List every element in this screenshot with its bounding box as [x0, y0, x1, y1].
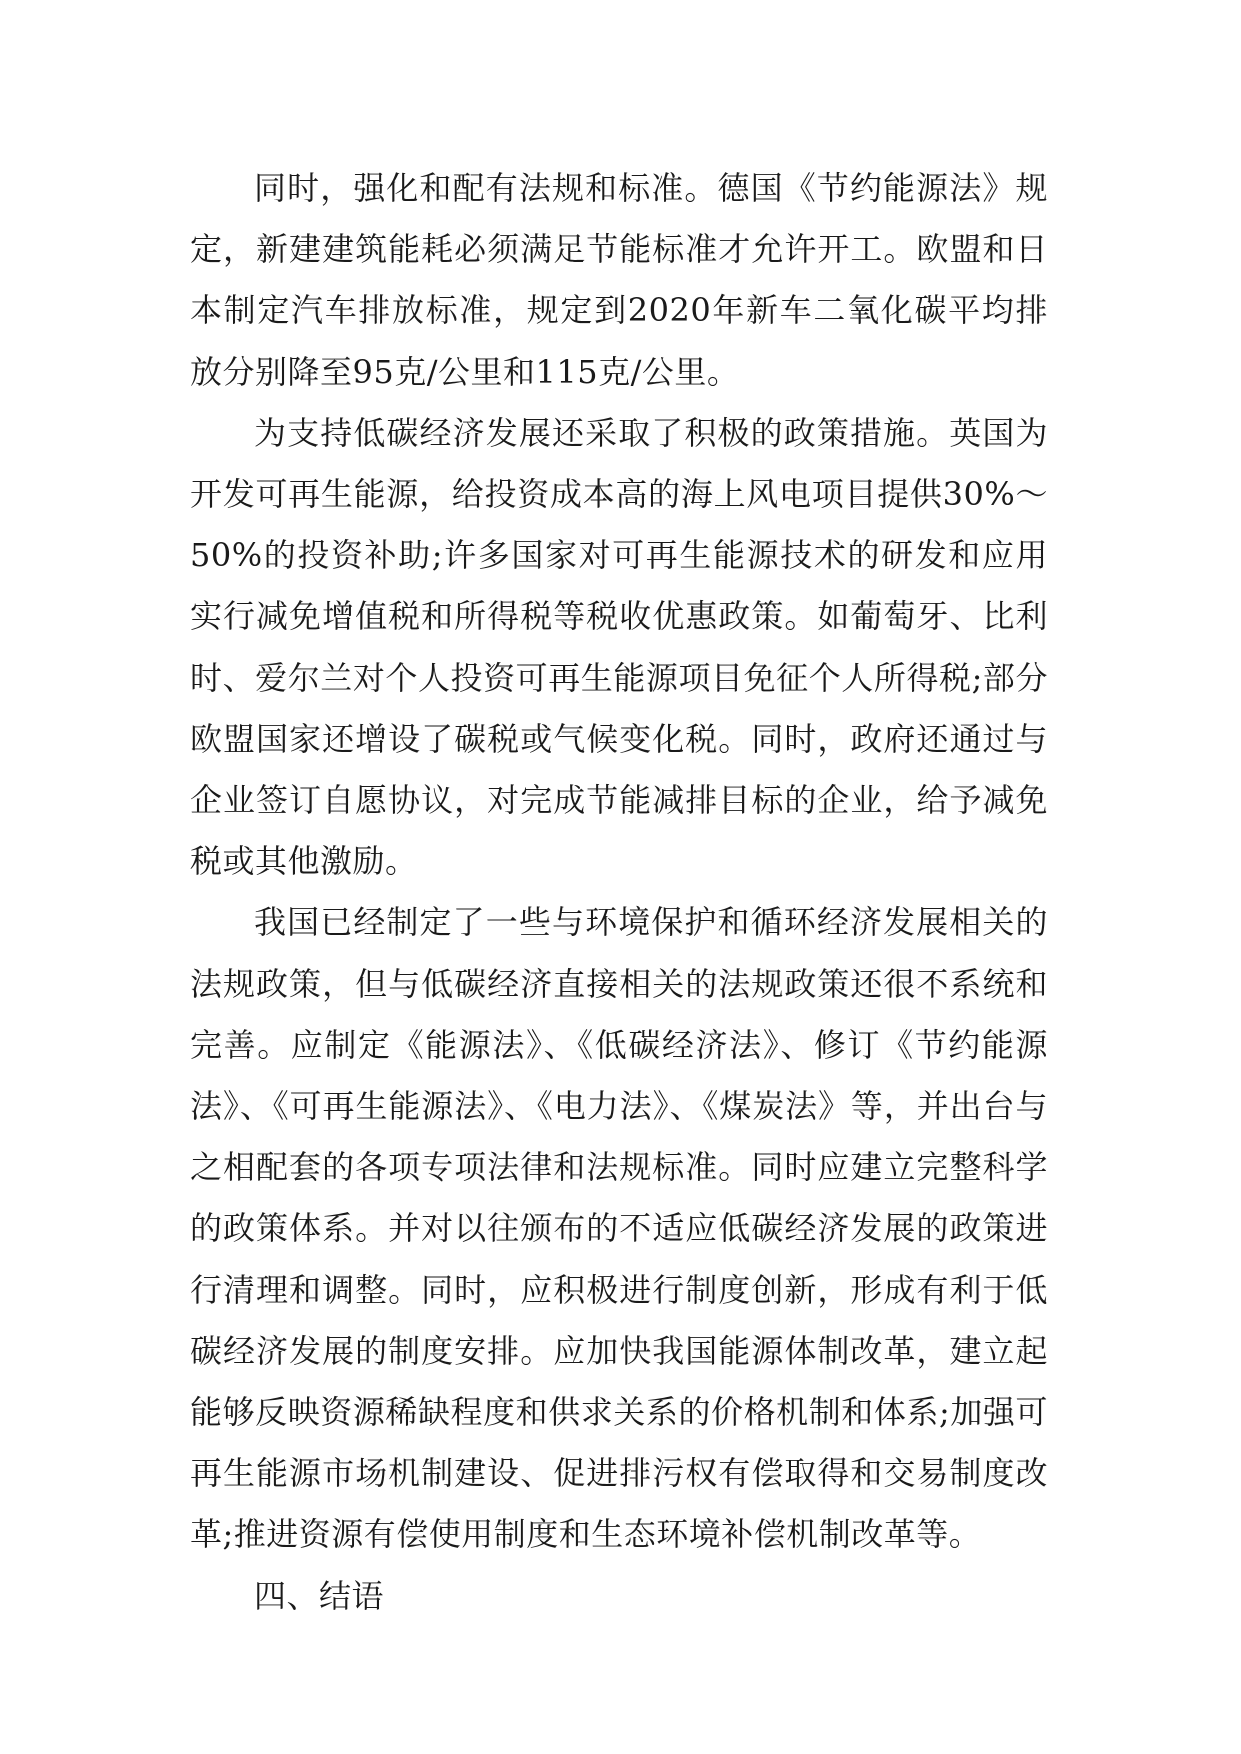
- section-heading-conclusion: 四、结语: [254, 1576, 385, 1615]
- document-body: [190, 158, 1048, 1627]
- paragraph-china-policy: 我国已经制定了一些与环境保护和循环经济发展相关的法规政策，但与低碳经济直接相关的法规政策还很不系统和完善。应制定《能源法》、《低碳经济法》、修订《节约能源法》、《可再生能源法》、《电力法》、《煤炭法》等，并出台与之相配套的各项专项法律和法规标准。同时应建立完整科学的政策体系。并对以往颁布的不适应低碳经济发展的政策进行清理和调整。同时，应积极进行制度创新，形成有利于低碳经济发展的制度安排。应加快我国能源体制改革，建立起能够反映资源稀缺程度和供求关系的价格机制和体系;加强可再生能源市场机制建设、促进排污权有偿取得和交易制度改革;推进资源有偿使用制度和生态环境补偿机制改革等。: [190, 903, 1048, 1554]
- paragraph-policy-measures: 为支持低碳经济发展还采取了积极的政策措施。英国为开发可再生能源，给投资成本高的海上风电项目提供30%～50%的投资补助;许多国家对可再生能源技术的研发和应用实行减免增值税和所得税等税收优惠政策。如葡萄牙、比利时、爱尔兰对个人投资可再生能源项目免征个人所得税;部分欧盟国家还增设了碳税或气候变化税。同时，政府还通过与企业签订自愿协议，对完成节能减排目标的企业，给予减免税或其他激励。: [190, 413, 1048, 881]
- paragraph-standards: 同时，强化和配有法规和标准。德国《节约能源法》规定，新建建筑能耗必须满足节能标准才允许开工。欧盟和日本制定汽车排放标准，规定到2020年新车二氧化碳平均排放分别降至95克/公里和115克/公里。: [190, 169, 1048, 391]
